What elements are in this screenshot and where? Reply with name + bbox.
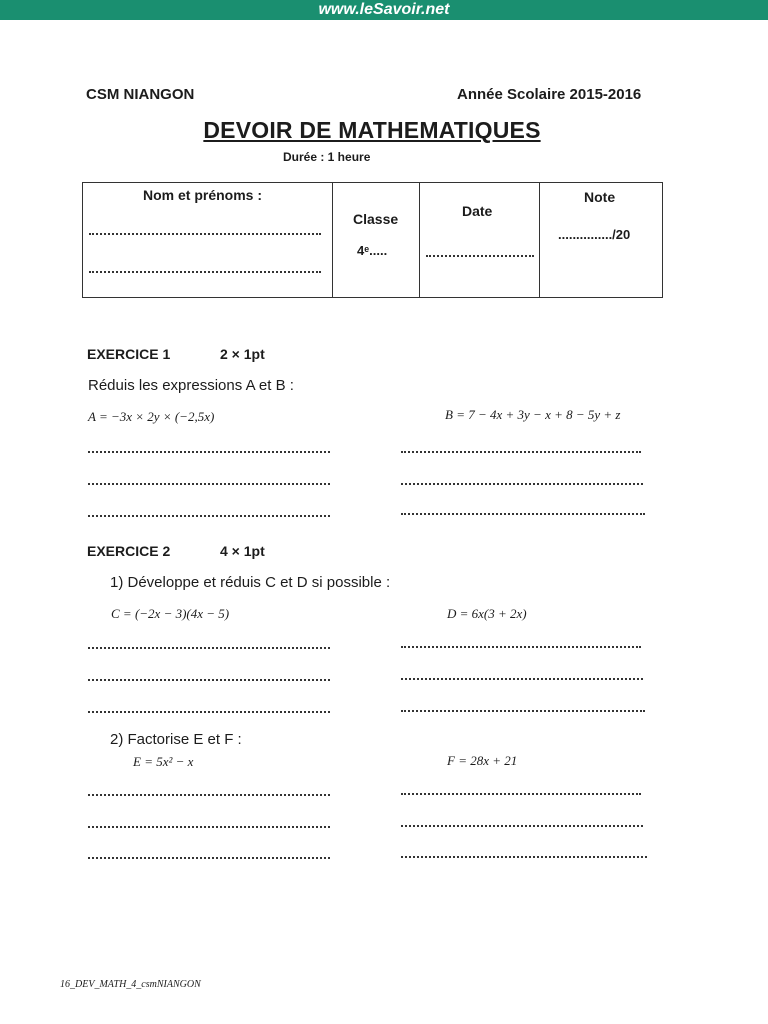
- expression-e: E = 5x² − x: [133, 754, 194, 769]
- answer-line: [401, 513, 645, 515]
- answer-line: [401, 483, 643, 485]
- answer-line: [401, 710, 645, 712]
- exercise-1-title: EXERCICE 1: [87, 346, 171, 362]
- date-label: Date: [462, 203, 493, 219]
- answer-line: [401, 678, 643, 680]
- exercise-2-points: 4 × 1pt: [220, 543, 265, 559]
- expression-d: D = 6x(3 + 2x): [447, 606, 527, 621]
- student-info-table: [82, 182, 663, 298]
- answer-line: [401, 793, 641, 795]
- document-reference: 16_DEV_MATH_4_csmNIANGON: [60, 979, 201, 990]
- exercise-2-title: EXERCICE 2: [87, 543, 171, 559]
- answer-line: [88, 794, 330, 796]
- exam-duration: Durée : 1 heure: [283, 150, 371, 164]
- answer-line: [88, 826, 330, 828]
- answer-line: [401, 856, 647, 858]
- answer-line: [88, 711, 330, 713]
- note-value: .............../20: [558, 227, 631, 242]
- answer-line: [88, 515, 330, 517]
- expression-a: A = −3x × 2y × (−2,5x): [88, 409, 215, 424]
- name-line-2: [89, 271, 321, 273]
- answer-line: [401, 646, 641, 648]
- exercise-1-points: 2 × 1pt: [220, 346, 265, 362]
- school-name: CSM NIANGON: [86, 86, 195, 103]
- expression-b: B = 7 − 4x + 3y − x + 8 − 5y + z: [445, 407, 621, 422]
- answer-line: [88, 857, 330, 859]
- name-label: Nom et prénoms :: [143, 187, 263, 203]
- exercise-1-instruction: Réduis les expressions A et B :: [88, 377, 294, 394]
- answer-line: [401, 451, 641, 453]
- note-label: Note: [584, 189, 616, 205]
- class-cell: [333, 183, 420, 298]
- date-cell: [420, 183, 540, 298]
- expression-c: C = (−2x − 3)(4x − 5): [111, 606, 230, 621]
- date-line: [426, 255, 534, 257]
- note-cell: [540, 183, 663, 298]
- answer-line: [88, 451, 330, 453]
- site-banner: www.leSavoir.net: [0, 0, 768, 20]
- name-cell: [83, 183, 333, 298]
- answer-line: [88, 679, 330, 681]
- answer-line: [88, 483, 330, 485]
- exercise-2-part-2: 2) Factorise E et F :: [110, 731, 242, 748]
- answer-line: [401, 825, 643, 827]
- answer-line: [88, 647, 330, 649]
- school-year: Année Scolaire 2015-2016: [457, 86, 642, 103]
- document-title: DEVOIR DE MATHEMATIQUES: [203, 117, 541, 143]
- exercise-2-part-1: 1) Développe et réduis C et D si possible :: [110, 574, 391, 591]
- expression-f: F = 28x + 21: [447, 753, 518, 768]
- class-value: 4ᵉ.....: [357, 243, 388, 258]
- name-line-1: [89, 233, 321, 235]
- class-label: Classe: [353, 211, 399, 227]
